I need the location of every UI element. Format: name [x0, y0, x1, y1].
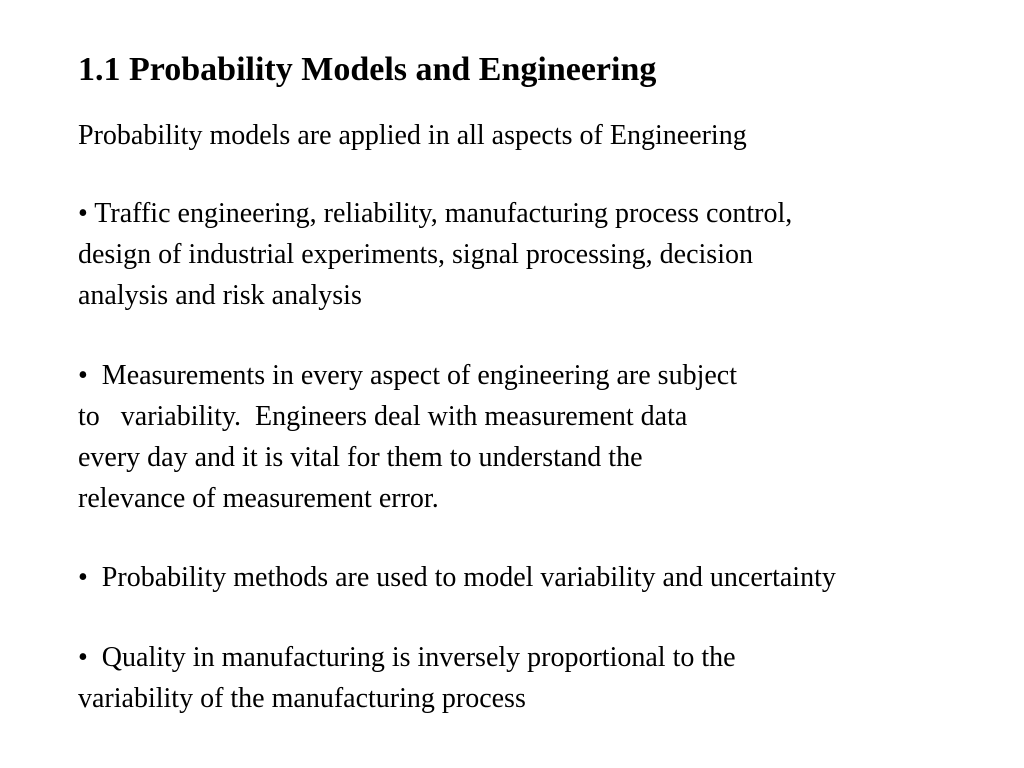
- bullet-line: • Quality in manufacturing is inversely proportional to the: [78, 642, 736, 673]
- slide-title: 1.1 Probability Models and Engineering: [78, 51, 657, 88]
- bullet-paragraph-quality: [78, 637, 736, 719]
- bullet-paragraph-applications: [78, 193, 792, 316]
- bullet-paragraph-measurements: [78, 355, 737, 519]
- bullet-line: • Measurements in every aspect of engineering are subject: [78, 360, 737, 391]
- bullet-line: design of industrial experiments, signal processing, decision: [78, 239, 753, 270]
- bullet-line: every day and it is vital for them to understand the: [78, 442, 643, 473]
- bullet-line: • Traffic engineering, reliability, manufacturing process control,: [78, 198, 793, 229]
- bullet-line: analysis and risk analysis: [78, 280, 362, 311]
- bullet-line: variability of the manufacturing process: [78, 683, 526, 714]
- bullet-line: relevance of measurement error.: [78, 483, 439, 514]
- bullet-line: to variability. Engineers deal with measurement data: [78, 401, 688, 432]
- bullet-line: • Probability methods are used to model variability and uncertainty: [78, 562, 836, 593]
- intro-text: Probability models are applied in all aspects of Engineering: [78, 120, 747, 151]
- bullet-paragraph-methods: [78, 557, 836, 598]
